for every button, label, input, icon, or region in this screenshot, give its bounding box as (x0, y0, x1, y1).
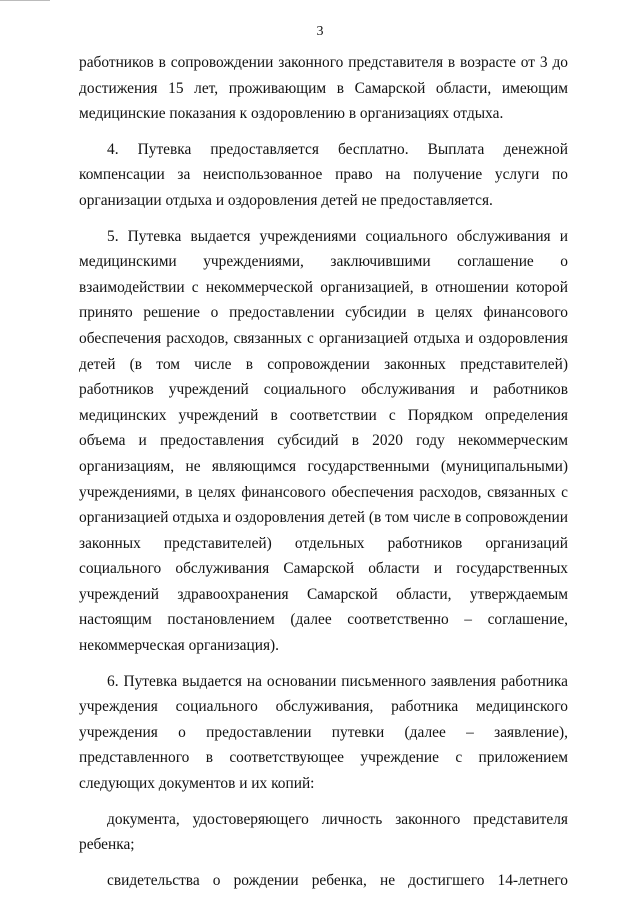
paragraph-6: 6. Путевка выдается на основании письменного заявления работника учреждения социального обслуживания, работника медицинского учреждения о предоставлении путевки (далее – заявление), представленного в соответствующее учреждение с приложением следующих документов и их копий: (79, 672, 568, 793)
document-item-identity: документа, удостоверяющего личность законного представителя ребенка; (79, 810, 568, 854)
paragraph-4: 4. Путевка предоставляется бесплатно. Выплата денежной компенсации за неиспользованное право на получение услуги по организации отдыха и оздоровления детей не предоставляется. (79, 140, 568, 209)
paragraph-continuation: работников в сопровождении законного представителя в возрасте от 3 до достижения 15 лет, проживающим в Самарской области, имеющим медицинские показания к оздоровлению в организациях отдыха. (79, 54, 568, 123)
page-number: 3 (316, 24, 324, 39)
document-body (79, 50, 568, 893)
paragraph-5: 5. Путевка выдается учреждениями социального обслуживания и медицинскими учреждениями, заключившими соглашение о взаимодействии с некоммерческой организацией, в отношении которой принято решение о предоставлении субсидии в целях финансового обеспечения расходов, связанных с организацией отдыха и оздоровления детей (в том числе в сопровождении законных представителей) работников учреждений социального обслуживания и работников медицинских учреждений в соответствии с Порядком определения объема и предоставления субсидий в 2020 году некоммерческим организациям, не являющимся государственными (муниципальными) учреждениями, в целях финансового обеспечения расходов, связанных с организацией отдыха и оздоровления детей (в том числе в сопровождении законных представителей) отдельных работников организаций социального обслуживания Самарской области и государственных учреждений здравоохранения Самарской области, утверждаемым настоящим постановлением (далее соответственно – соглашение, некоммерческая организация). (79, 227, 568, 655)
document-item-birth-certificate: свидетельства о рождении ребенка, не достигшего 14-летнего (107, 871, 568, 889)
scan-edge-mark (0, 0, 50, 3)
